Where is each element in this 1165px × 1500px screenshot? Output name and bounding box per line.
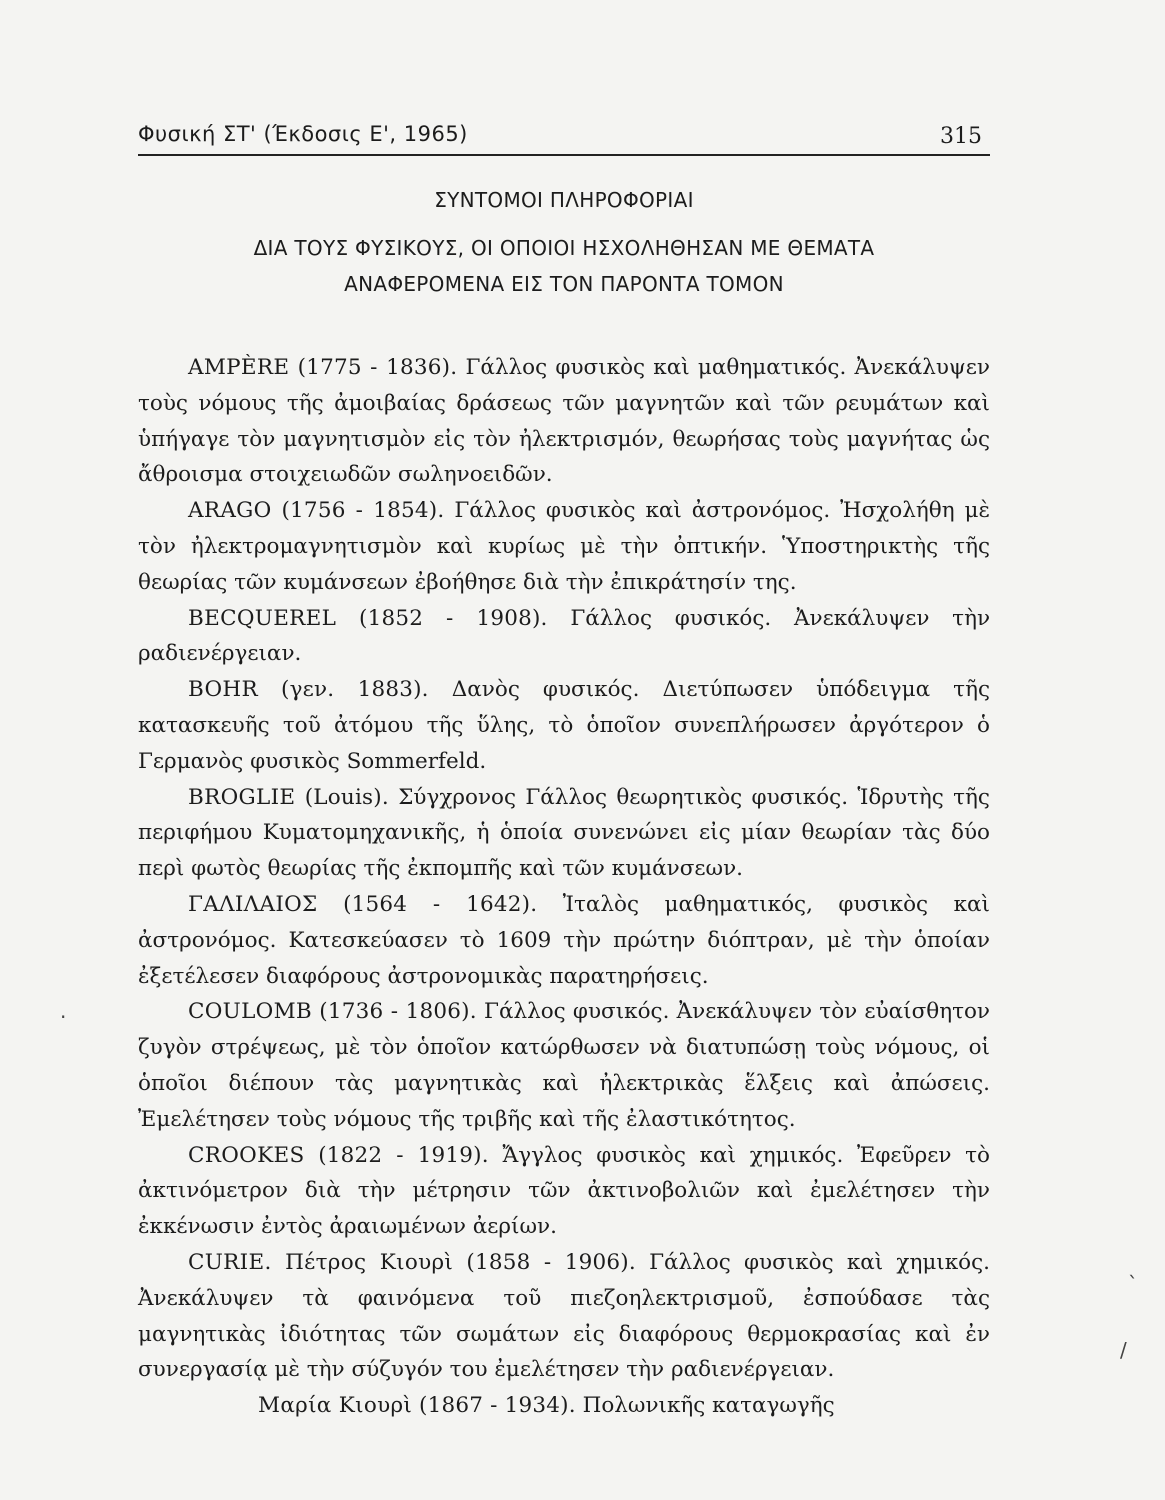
margin-speck-mark: · bbox=[60, 1005, 67, 1029]
entry-crookes bbox=[138, 1138, 990, 1245]
entry-arago bbox=[138, 493, 990, 600]
entry-name: BECQUEREL bbox=[188, 605, 337, 631]
entry-text: Γάλλος φυσικὸς καὶ ἀστρονόμος. Ἠσχολήθη μὲ τὸν ἠλεκτρομαγνητισμὸν καὶ κυρίως μὲ τὴν ὀπτικήν. Ὑποστηρικτὴς τῆς θεωρίας τῶν κυμάνσεων ἐβοήθησε διὰ τὴν ἐπικράτησίν της. bbox=[138, 498, 990, 595]
entry-years: (1858 - 1906). bbox=[466, 1249, 636, 1275]
entry-becquerel bbox=[138, 601, 990, 673]
entry-name: ΓΑΛΙΛΑΙΟΣ bbox=[188, 891, 318, 917]
header-title: Φυσική ΣΤ' (Έκδοσις Ε', 1965) bbox=[138, 122, 468, 146]
entry-name: Μαρία Κιουρὶ bbox=[258, 1393, 413, 1419]
entry-name: CROOKES bbox=[188, 1142, 305, 1168]
section-subtitle-line-2: ΑΝΑΦΕΡΟΜΕΝΑ ΕΙΣ ΤΟΝ ΠΑΡΟΝΤΑ ΤΟΜΟΝ bbox=[344, 272, 784, 296]
entry-coulomb bbox=[138, 994, 990, 1137]
entry-years: (Louis). bbox=[304, 784, 389, 810]
margin-speck-mark: / bbox=[1120, 1338, 1127, 1362]
entry-name: BROGLIE bbox=[188, 784, 296, 810]
entry-galileo bbox=[138, 887, 990, 994]
entries-body bbox=[138, 350, 990, 1424]
entry-ampere bbox=[138, 350, 990, 493]
entry-years: (γεν. 1883). bbox=[281, 677, 429, 703]
entry-text: Ἄγγλος φυσικὸς καὶ χημικός. Ἐφεῦρεν τὸ ἀκτινόμετρον διὰ τὴν μέτρησιν τῶν ἀκτινοβολιῶν καὶ ἐμελέτησεν τὴν ἐκκένωσιν ἐντὸς ἀραιωμένων ἀερίων. bbox=[138, 1142, 990, 1240]
entry-years: (1736 - 1806). bbox=[319, 999, 477, 1025]
entry-text: Δανὸς φυσικός. Διετύπωσεν ὑπόδειγμα τῆς κατασκευῆς τοῦ ἀτόμου τῆς ὕλης, τὸ ὁποῖον συνεπλήρωσεν ἀργότερον ὁ Γερμανὸς φυσικὸς Sommerfeld. bbox=[138, 677, 990, 774]
section-title: ΣΥΝΤΟΜΟΙ ΠΛΗΡΟΦΟΡΙΑΙ bbox=[434, 188, 694, 212]
entry-text: Γάλλος φυσικὸς καὶ μαθηματικός. Ἀνεκάλυψεν τοὺς νόμους τῆς ἀμοιβαίας δράσεως τῶν μαγνητῶν καὶ τῶν ρευμάτων καὶ ὑπήγαγε τὸν μαγνητισμὸν εἰς τὸν ἠλεκτρισμόν, θεωρήσας τοὺς μαγνήτας ὡς ἄθροισμα στοιχειωδῶν σωληνοειδῶν. bbox=[138, 355, 990, 488]
entry-text: Γάλλος φυσικὸς καὶ χημικός. Ἀνεκάλυψεν τὰ φαινόμενα τοῦ πιεζοηλεκτρισμοῦ, ἐσπούδασε τὰς μαγνητικὰς ἰδιότητας τῶν σωμάτων εἰς διαφόρους θερμοκρασίας καὶ ἐν συνεργασίᾳ μὲ τὴν σύζυγόν του ἐμελέτησεν τὴν ραδιενέργειαν. bbox=[138, 1249, 990, 1383]
entry-name: COULOMB bbox=[188, 999, 313, 1025]
entry-text: Πολωνικῆς καταγωγῆς bbox=[582, 1393, 835, 1419]
entry-curie-pierre bbox=[138, 1245, 990, 1388]
margin-speck-mark: ` bbox=[1128, 1272, 1138, 1296]
entry-text: Σύγχρονος Γάλλος θεωρητικὸς φυσικός. Ἱδρυτὴς τῆς περιφήμου Κυματομηχανικῆς, ἡ ὁποία συνενώνει εἰς μίαν θεωρίαν τὰς δύο περὶ φωτὸς θεωρίας τῆς ἐκπομπῆς καὶ τῶν κυμάνσεων. bbox=[138, 784, 990, 882]
entry-name: ARAGO bbox=[188, 498, 272, 524]
entry-broglie bbox=[138, 780, 990, 887]
entry-text: Γάλλος φυσικός. Ἀνεκάλυψεν τὴν ραδιενέργειαν. bbox=[138, 605, 991, 667]
entry-years: (1852 - 1908). bbox=[359, 605, 548, 631]
entry-name: CURIE. Πέτρος Κιουρὶ bbox=[188, 1249, 454, 1275]
page-number: 315 bbox=[940, 124, 982, 149]
entry-bohr bbox=[138, 672, 990, 779]
running-header bbox=[138, 118, 990, 156]
section-subtitle-line-1: ΔΙΑ ΤΟΥΣ ΦΥΣΙΚΟΥΣ, ΟΙ ΟΠΟΙΟΙ ΗΣΧΟΛΗΘΗΣΑΝ ΜΕ ΘΕΜΑΤΑ bbox=[253, 236, 875, 260]
entry-years: (1822 - 1919). bbox=[318, 1142, 489, 1168]
entry-text: Ἰταλὸς μαθηματικός, φυσικὸς καὶ ἀστρονόμος. Κατεσκεύασεν τὸ 1609 τὴν πρώτην διόπτραν, μὲ τὴν ὁποίαν ἐξετέλεσεν διαφόρους ἀστρονομικὰς παρατηρήσεις. bbox=[138, 891, 990, 989]
entry-years: (1775 - 1836). bbox=[297, 355, 458, 380]
entry-years: (1564 - 1642). bbox=[343, 891, 538, 917]
entry-text: Γάλλος φυσικός. Ἀνεκάλυψεν τὸν εὐαίσθητον ζυγὸν στρέψεως, μὲ τὸν ὁποῖον κατώρθωσεν νὰ διατυπώσῃ τοὺς νόμους, οἱ ὁποῖοι διέπουν τὰς μαγνητικὰς καὶ ἠλεκτρικὰς ἕλξεις καὶ ἀπώσεις. Ἐμελέτησεν τοὺς νόμους τῆς τριβῆς καὶ τῆς ἐλαστικότητος. bbox=[138, 999, 991, 1132]
entry-name: BOHR bbox=[188, 677, 258, 703]
entry-years: (1867 - 1934). bbox=[418, 1393, 576, 1419]
entry-curie-marie bbox=[138, 1388, 990, 1424]
entry-years: (1756 - 1854). bbox=[281, 498, 445, 524]
entry-name: AMPÈRE bbox=[188, 355, 290, 380]
